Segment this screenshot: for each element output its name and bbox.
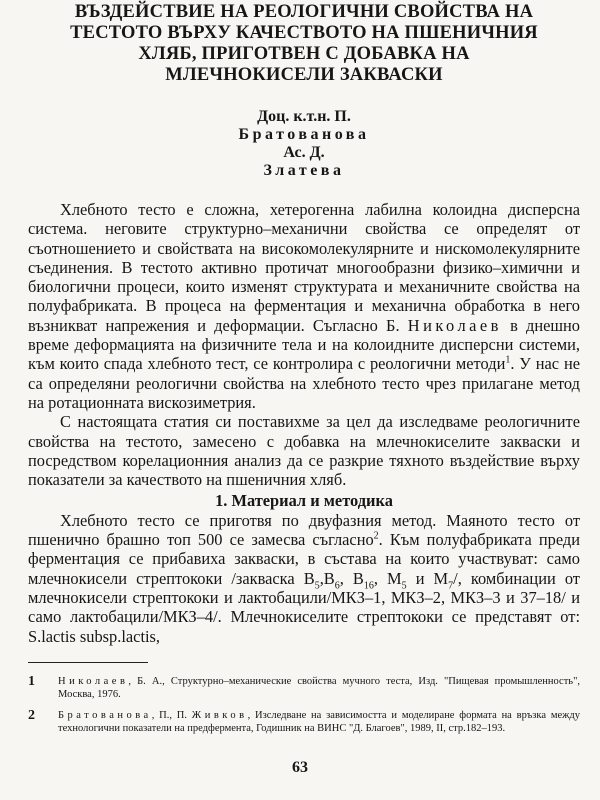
cited-author: Николаев — [407, 315, 502, 335]
author-1-title: Доц. к.т.н. П. — [257, 108, 351, 125]
footnote-author: Братованова — [58, 709, 152, 721]
title-line: ВЪЗДЕЙСТВИЕ НА РЕОЛОГИЧНИ СВОЙСТВА НА — [74, 2, 534, 22]
page-number: 63 — [292, 759, 308, 776]
title-line: ТЕСТОТО ВЪРХУ КАЧЕСТВОТО НА ПШЕНИЧНИЯ — [70, 23, 538, 43]
paragraph-text: , М — [373, 568, 402, 588]
paragraph-text: Хлебното тесто е сложна, хетерогенна лабилна колоидна дисперсна система. неговите структурно–механични свойства се определят от съотношението и свойствата на високомолекулярните и нискомолекулярните съединения. В тестото активно протичат многообразни физико–химични и биологични процеси, които изменят структурата и механичните свойства на полуфабриката. В процеса на ферментация и механична обработка в него възникват напрежения и деформации. Съгласно Б. — [28, 200, 580, 335]
footnote-1 — [28, 675, 580, 701]
paragraph-text: , В — [339, 568, 364, 588]
title-line: МЛЕЧНОКИСЕЛИ ЗАКВАСКИ — [165, 65, 443, 85]
footnote-2 — [28, 709, 580, 735]
footnote-number: 1 — [28, 673, 35, 689]
subscript: 5 — [401, 579, 407, 591]
author-2-name: Златева — [263, 162, 345, 179]
author-1-name: Братованова — [238, 126, 370, 143]
author-1 — [28, 108, 580, 144]
footnote-ref[interactable]: 1 — [505, 354, 511, 366]
footnote-body: , Б. А., Структурно–механические свойства мучного теста, Изд. "Пищевая промышленность", Москва, 1976. — [58, 675, 580, 700]
paragraph-2: С настоящата статия си поставихме за цел да изследваме реологичните свойства на тестото, замесено с добавка на млечнокиселите закваски и посредством корелационния анализ да се разкрие тяхното въздействие върху показатели за качеството на пшеничния хляб. — [28, 412, 580, 490]
paragraph-text: ,В — [319, 568, 335, 588]
subscript: 7 — [448, 579, 454, 591]
footnote-author: Николаев — [58, 675, 129, 687]
footnote-body: , Изследване на зависимостта и моделиране формата на връзка между технологични показатели на предфермента, Годишник на ВИНС "Д. Благоев", 1989, II, стр.182–193. — [58, 709, 580, 734]
subscript: 6 — [334, 579, 340, 591]
footnote-number: 2 — [28, 707, 35, 723]
paragraph-text: и М — [406, 568, 449, 588]
subscript: 16 — [363, 579, 374, 591]
footnote-text — [58, 709, 580, 735]
subscript: 5 — [314, 579, 320, 591]
paragraph-text: Хлебното тесто се приготвя по двуфазния метод. Маяното тесто от пшенично брашно топ 500 се замесва съгласно — [28, 510, 580, 550]
footnote-ref[interactable]: 2 — [373, 530, 379, 542]
article-body — [28, 200, 580, 646]
footnote-divider — [28, 662, 148, 663]
author-2 — [28, 144, 580, 180]
paragraph-text: в днешно време деформацията на физичните тела и на колоидните дисперсни системи, към които спада хлебното тест, се контролира с реологични методи — [28, 315, 580, 374]
paragraph-text: /, комбинации от млечнокисели стрептококи и лактобацили/МКЗ–1, МКЗ–2, МКЗ–3 и 37–18/ и само лактобацили/МКЗ–4/. Млечнокиселите стрептококи се представят от: S.lactis subsp.lactis, — [28, 568, 580, 646]
author-2-title: Ас. Д. — [283, 144, 325, 161]
authors-block — [28, 108, 580, 180]
paragraph-1 — [28, 200, 580, 412]
paragraph-text: . Към полуфабриката преди ферментация се прибавиха закваски, в състава на които участвуват: само млечнокисели стрептококи /закваска В — [28, 530, 580, 588]
article-title — [28, 0, 580, 86]
footnote-body: , П., П. — [151, 709, 187, 721]
paragraph-3 — [28, 511, 580, 646]
section-heading: 1. Материал и методика — [215, 491, 393, 511]
title-line: ХЛЯБ, ПРИГОТВЕН С ДОБАВКА НА — [138, 44, 470, 64]
footnote-text — [58, 675, 580, 701]
footnote-author: Живков — [191, 709, 248, 721]
paragraph-text: . У нас не са определяни реологични свойства на хлебното тесто чрез прилагане метод на ротационната вискозиметрия. — [28, 354, 580, 412]
